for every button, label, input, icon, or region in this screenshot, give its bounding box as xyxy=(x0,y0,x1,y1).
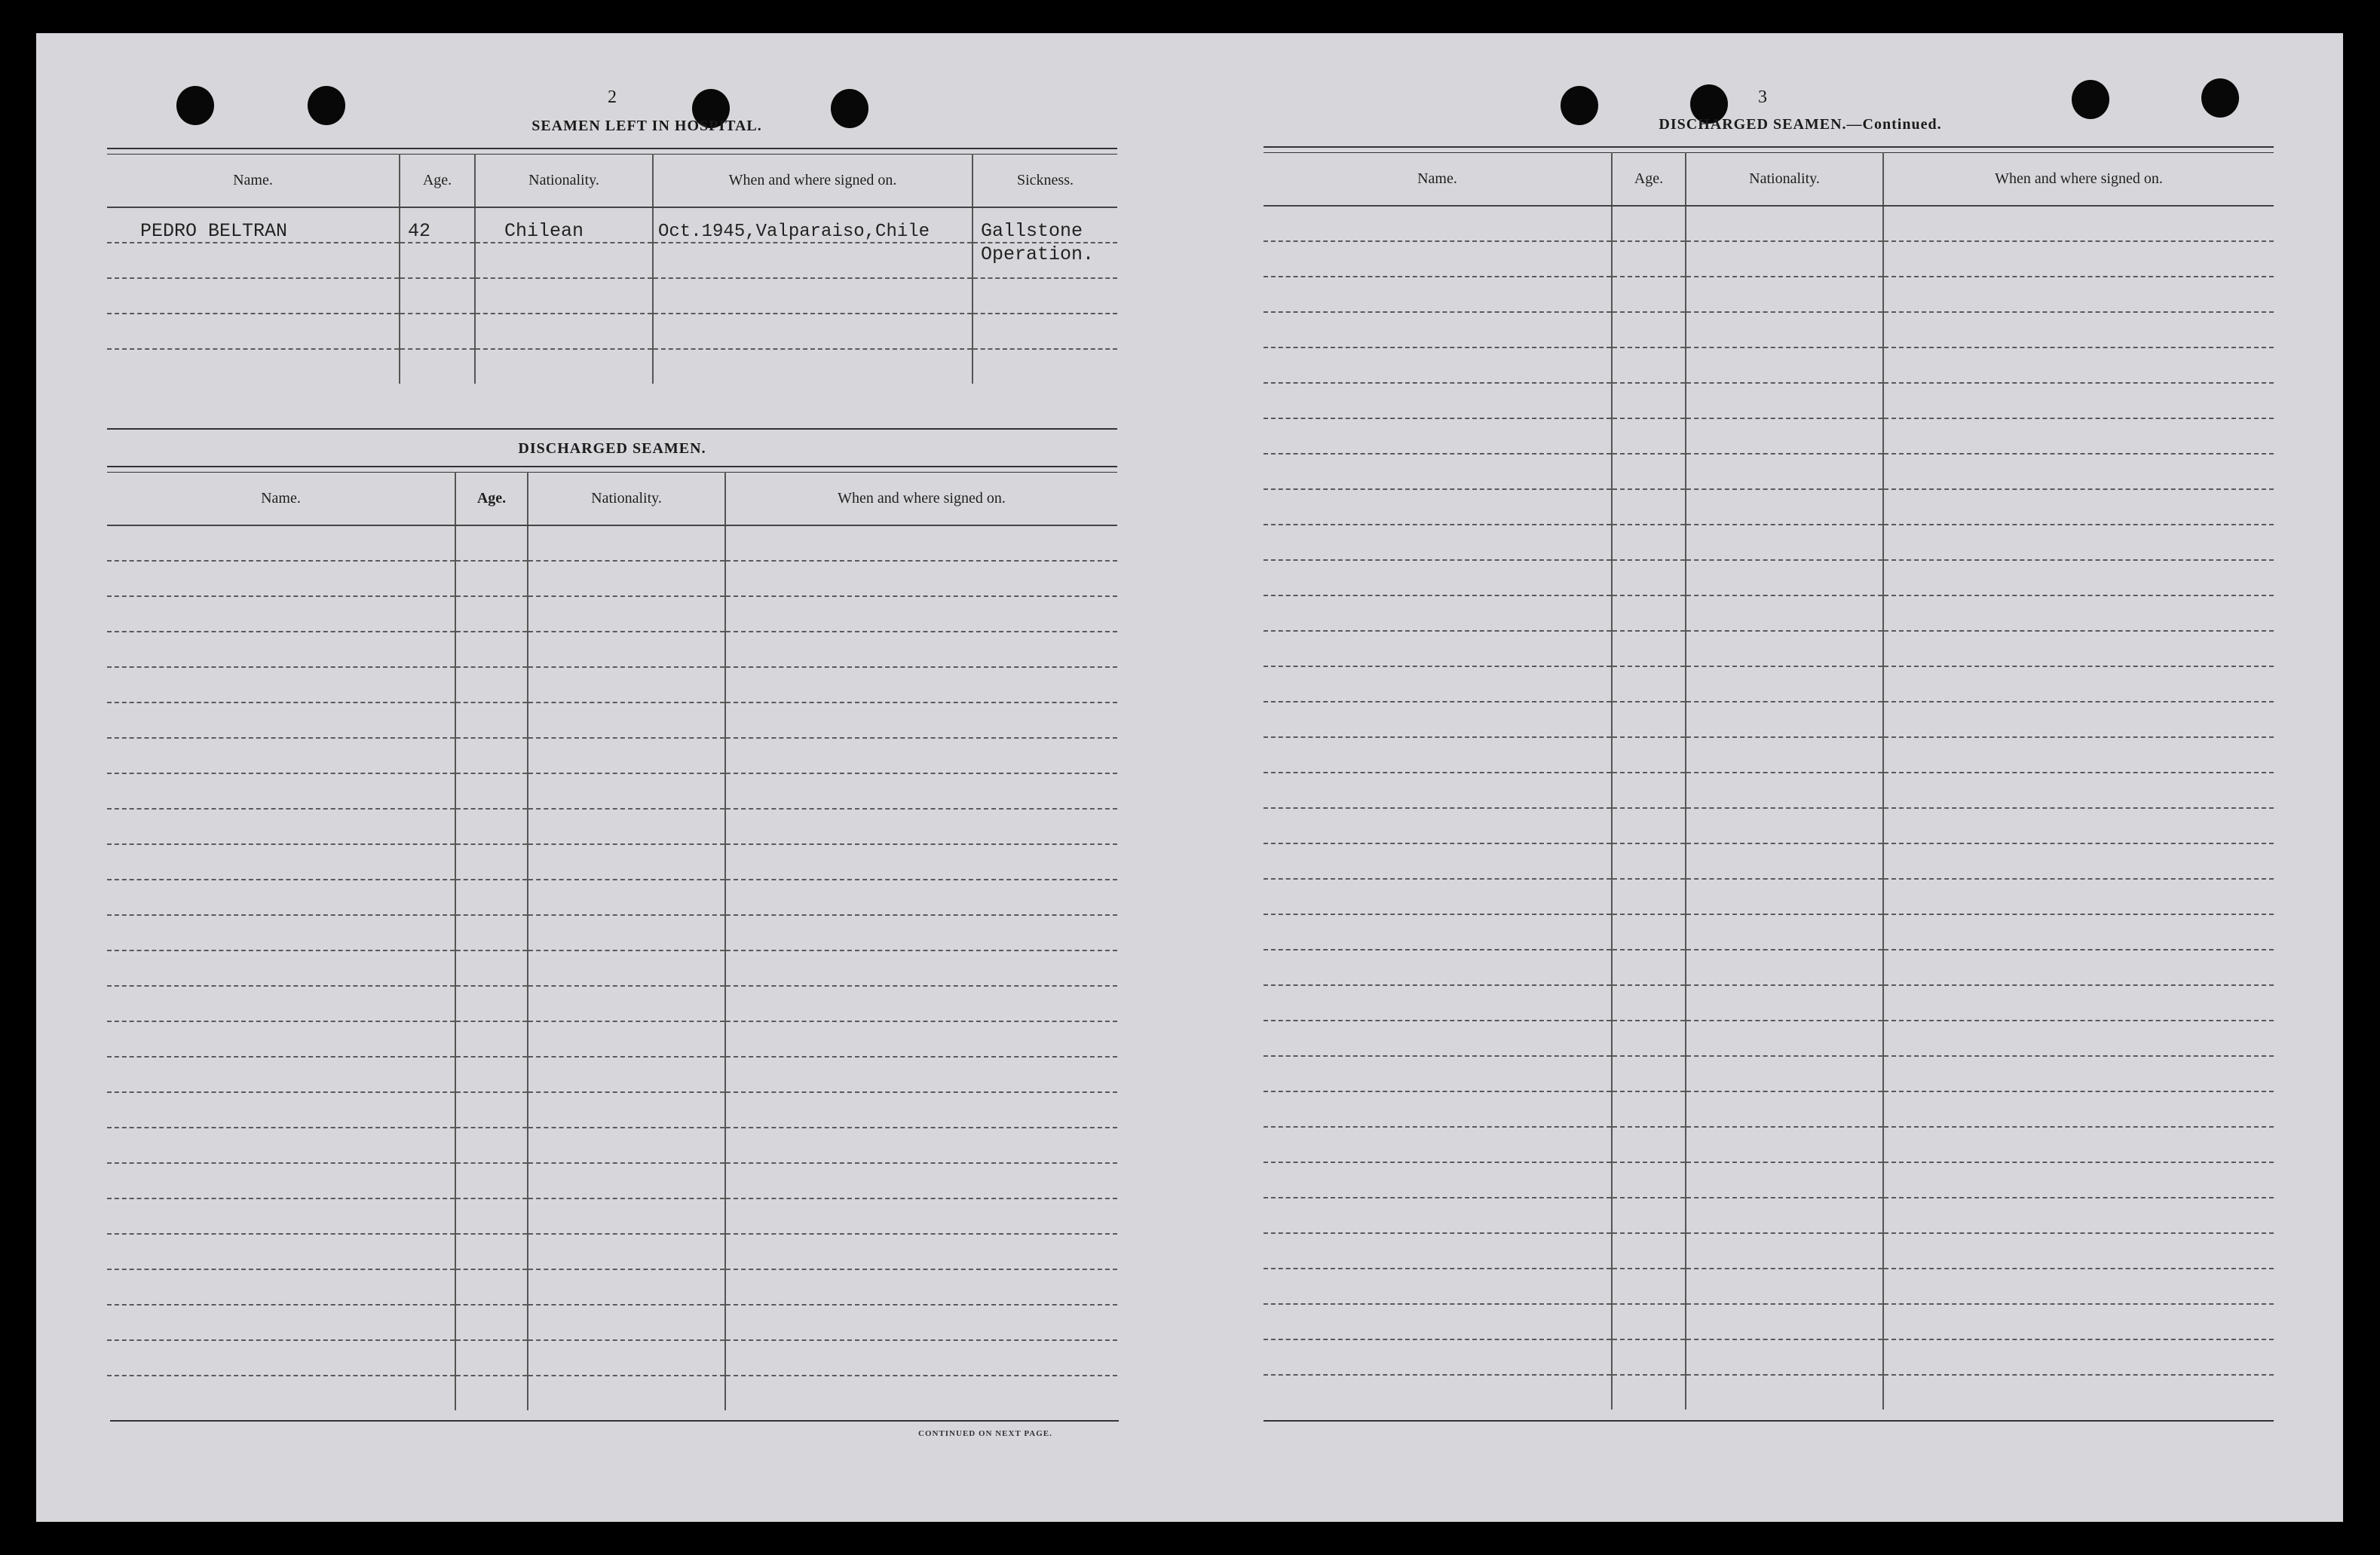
table-row xyxy=(1264,1233,2274,1269)
table-row xyxy=(107,986,1117,1021)
col-header-age: Age. xyxy=(1612,152,1686,206)
table-row xyxy=(107,207,1117,243)
binder-hole xyxy=(2201,78,2239,118)
table-row xyxy=(1264,277,2274,312)
table-row xyxy=(107,915,1117,950)
col-header-age: Age. xyxy=(455,472,528,525)
table-row xyxy=(107,278,1117,314)
cell-nationality: Chilean xyxy=(475,207,653,243)
discharged-bottom-rule xyxy=(110,1420,1119,1422)
table-row xyxy=(107,1376,1117,1410)
cell-name: PEDRO BELTRAN xyxy=(107,207,400,243)
table-row xyxy=(107,1305,1117,1340)
cell-age xyxy=(400,243,475,278)
col-header-nationality: Nationality. xyxy=(1686,152,1883,206)
table-row xyxy=(1264,879,2274,914)
table-row xyxy=(107,950,1117,986)
table-row xyxy=(107,596,1117,632)
col-header-nationality: Nationality. xyxy=(475,154,653,207)
cell-name xyxy=(107,243,400,278)
table-row xyxy=(107,1021,1117,1057)
discharged-table-right xyxy=(1264,152,2274,1410)
cell-sickness: Gallstone xyxy=(973,207,1117,243)
table-row xyxy=(1264,383,2274,418)
table-row xyxy=(1264,808,2274,843)
table-row xyxy=(107,1163,1117,1198)
table-row xyxy=(107,880,1117,915)
cell-signed-on: Oct.1945,Valparaiso,Chile xyxy=(653,207,973,243)
table-row xyxy=(107,349,1117,384)
table-row xyxy=(1264,595,2274,631)
table-row xyxy=(1264,985,2274,1021)
col-header-age: Age. xyxy=(400,154,475,207)
hospital-bottom-rule xyxy=(107,428,1117,430)
table-row xyxy=(1264,1304,2274,1339)
cell-signed-on xyxy=(653,243,973,278)
table-row xyxy=(107,1092,1117,1128)
table-row xyxy=(1264,914,2274,950)
table-row xyxy=(1264,560,2274,595)
continued-note: CONTINUED ON NEXT PAGE. xyxy=(918,1429,1052,1438)
hospital-section-title: SEAMEN LEFT IN HOSPITAL. xyxy=(531,118,762,134)
form-sheet xyxy=(36,33,2343,1522)
discharged-section-title: DISCHARGED SEAMEN. xyxy=(518,440,706,457)
table-row xyxy=(1264,1375,2274,1410)
col-header-nationality: Nationality. xyxy=(528,472,725,525)
col-header-signed-on: When and where signed on. xyxy=(725,472,1117,525)
table-row xyxy=(107,844,1117,880)
table-row xyxy=(1264,347,2274,383)
table-row xyxy=(1264,1127,2274,1162)
discharged-continued-title: DISCHARGED SEAMEN.—Continued. xyxy=(1659,116,1942,133)
table-row xyxy=(107,773,1117,809)
col-header-signed-on: When and where signed on. xyxy=(1883,152,2274,206)
table-row xyxy=(1264,702,2274,737)
table-row xyxy=(1264,1162,2274,1198)
table-row xyxy=(1264,418,2274,454)
table-row xyxy=(107,314,1117,349)
discharged-table-left xyxy=(107,472,1117,1410)
cell-age: 42 xyxy=(400,207,475,243)
hospital-table xyxy=(107,154,1117,384)
col-header-name: Name. xyxy=(107,472,455,525)
table-row xyxy=(1264,843,2274,879)
col-header-signed-on: When and where signed on. xyxy=(653,154,973,207)
binder-hole xyxy=(176,86,214,125)
table-row xyxy=(1264,1198,2274,1233)
table-row xyxy=(1264,737,2274,773)
table-row xyxy=(1264,1021,2274,1056)
page-number-right: 3 xyxy=(1758,87,1767,107)
table-row xyxy=(107,1234,1117,1269)
binder-hole xyxy=(831,89,868,128)
table-row xyxy=(1264,1091,2274,1127)
table-row xyxy=(107,1057,1117,1092)
table-row xyxy=(107,1340,1117,1376)
table-row xyxy=(1264,1056,2274,1091)
table-row xyxy=(1264,241,2274,277)
cell-sickness: Operation. xyxy=(973,243,1117,278)
binder-hole xyxy=(308,86,345,125)
table-row xyxy=(107,667,1117,703)
table-row xyxy=(1264,950,2274,985)
table-row xyxy=(1264,666,2274,702)
table-row xyxy=(107,525,1117,561)
col-header-name: Name. xyxy=(1264,152,1612,206)
table-row xyxy=(107,1198,1117,1234)
table-row xyxy=(1264,454,2274,489)
table-row xyxy=(1264,312,2274,347)
page-number-left: 2 xyxy=(608,87,617,107)
table-row xyxy=(1264,489,2274,525)
table-row xyxy=(1264,206,2274,241)
table-row xyxy=(1264,525,2274,560)
binder-hole xyxy=(2072,80,2109,119)
table-row xyxy=(107,632,1117,667)
table-row xyxy=(107,1128,1117,1163)
right-bottom-rule xyxy=(1264,1420,2274,1422)
table-row xyxy=(107,809,1117,844)
table-row xyxy=(1264,1269,2274,1304)
cell-nationality xyxy=(475,243,653,278)
table-row xyxy=(107,561,1117,596)
col-header-name: Name. xyxy=(107,154,400,207)
table-row xyxy=(107,703,1117,738)
col-header-sickness: Sickness. xyxy=(973,154,1117,207)
table-row xyxy=(1264,1339,2274,1375)
table-row xyxy=(1264,773,2274,808)
table-row xyxy=(107,738,1117,773)
table-row xyxy=(1264,631,2274,666)
table-row xyxy=(107,243,1117,278)
table-row xyxy=(107,1269,1117,1305)
